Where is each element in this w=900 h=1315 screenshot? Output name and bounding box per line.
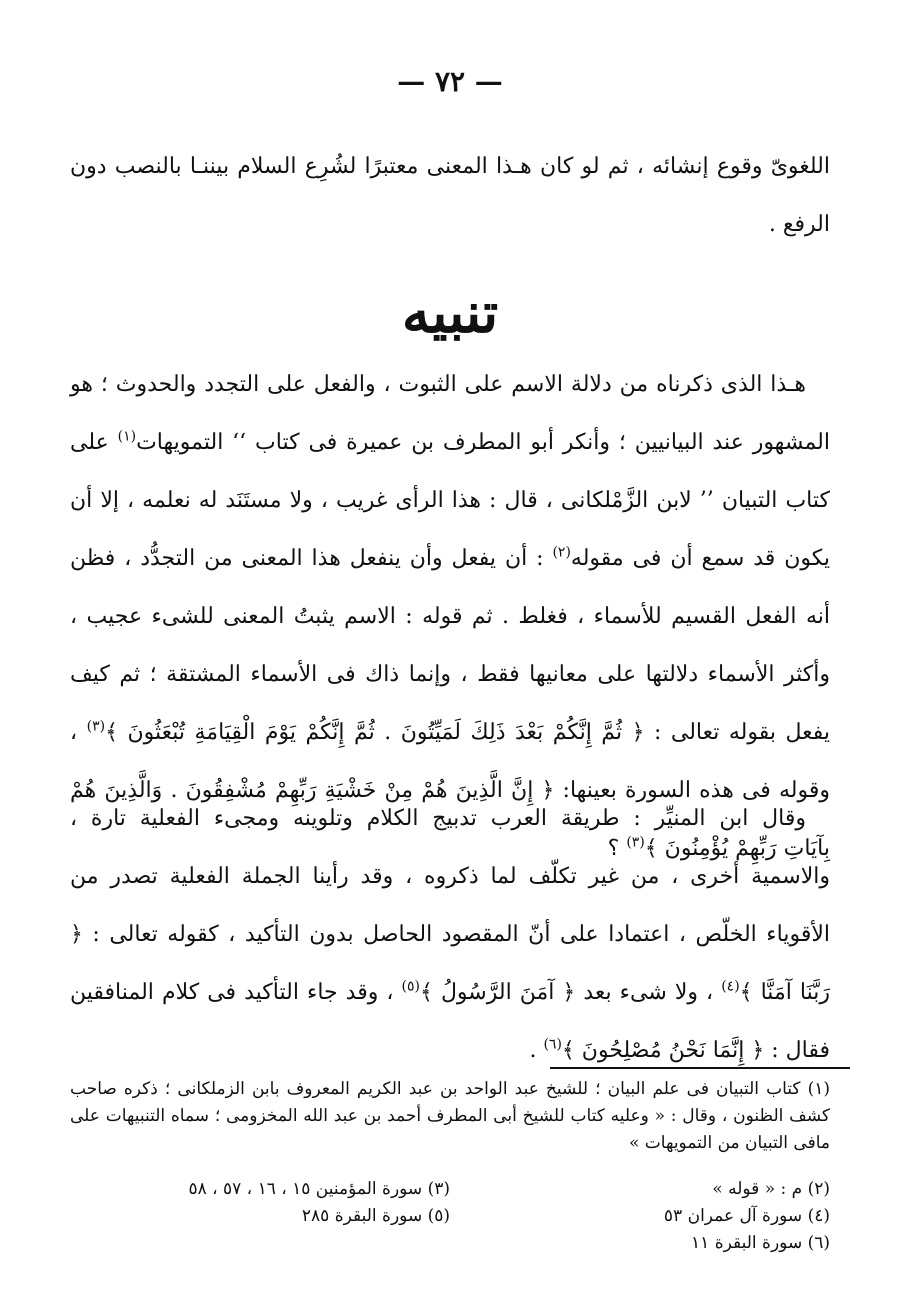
footnote-ref-1: (١) (117, 428, 137, 445)
footnote-4: (٤) سورة آل عمران ٥٣ (663, 1206, 830, 1226)
footnote-ref-6: (٦) (543, 1036, 562, 1053)
footnote-1: (١) كتاب التبيان فى علم البيان ؛ للشيخ عبد الواحد بن عبد الكريم المعروف بابن الزملكانى ؛ ذكره صاحب كشف الظنون ، وقال : « وعليه كتاب للشيخ أبى المطرف أحمد بن عبد الله المخزومى ؛ سماه التنبيهات على مافى التبيان من التمويهات » (70, 1079, 830, 1153)
footnote-5: (٥) سورة البقرة ٢٨٥ (301, 1206, 450, 1226)
paragraph-text: ، وقد جاء التأكيد فى كلام المنافقين فقال : ﴿ إِنَّمَا نَحْنُ مُصْلِحُونَ ﴾ (70, 980, 830, 1063)
paragraph-text: ، وقوله فى هذه السورة بعينها: ﴿ إِنَّ الَّذِينَ هُمْ مِنْ خَشْيَةِ رَبِّهِمْ مُشْفِقُونَ . وَالَّذِينَ هُمْ بِآيَاتِ رَبِّهِمْ يُؤْمِنُونَ ﴾ (70, 720, 830, 861)
footnote-ref-2: (٢) (552, 544, 571, 561)
footnote-ref-5: (٥) (401, 978, 421, 995)
footnote-6: (٦) سورة البقرة ١١ (691, 1233, 830, 1253)
paragraph-text: ؟ (607, 836, 620, 861)
paragraph-text: : أن يفعل وأن ينفعل هذا المعنى من التجدُّد ، فظن أنه الفعل القسيم للأسماء ، فغلط . ثم قوله : الاسم يثبتُ المعنى للشىء عجيب ، وأكثر الأسماء دلالتها على معانيها فقط ، وإنما ذاك فى الأسماء المشتقة ؛ ثم كيف يفعل بقوله تعالى : ﴿ ثُمَّ إِنَّكُمْ بَعْدَ ذَلِكَ لَمَيِّتُونَ . ثُمَّ إِنَّكُمْ يَوْمَ الْقِيَامَةِ تُبْعَثُونَ ﴾ (70, 546, 830, 745)
paragraph-text: على كتاب التبيان ’’ لابن الزَّمْلكانى ، قال : هذا الرأى غريب ، ولا مستَنَد له نعلمه ، إلا أن يكون قد سمع أن فى مقوله (70, 430, 830, 571)
footnote-3: (٣) سورة المؤمنين ١٥ ، ١٦ ، ٥٧ ، ٥٨ (188, 1179, 450, 1199)
footnote-ref-3b: (٣) (626, 834, 645, 851)
intro-paragraph: اللغوىّ وقوع إنشائه ، ثم لو كان هـذا المعنى معتبرًا لشُرِع السلام بيننـا بالنصب دون الرفع . (70, 154, 830, 237)
paragraph-text: وقال ابن المنيِّر : طريقة العرب تدبيج الكلام وتلوينه ومجىء الفعلية تارة ، والاسمية أخرى ، من غير تكلّف لما ذكروه ، وقد رأينا الجملة الفعلية تصدر من الأقوياء الخلّص ، اعتمادا على أنّ المقصود الحاصل بدون التأكيد ، كقوله تعالى : ﴿ رَبَّنَا آمَنَّا ﴾ (70, 806, 830, 1005)
paragraph-text: هـذا الذى ذكرناه من دلالة الاسم على الثبوت ، والفعل على التجدد والحدوث ؛ هو المشهور عند البيانيين ؛ وأنكر أبو المطرف بن عميرة فى كتاب ‘‘ التمويهات (70, 372, 830, 455)
page-number: — ٧٢ — (397, 65, 503, 98)
paragraph-text: ، ولا شىء بعد ﴿ آمَنَ الرَّسُولُ ﴾ (420, 980, 714, 1005)
footnote-divider (550, 1067, 850, 1069)
paragraph-text: . (529, 1038, 537, 1063)
footnote-2: (٢) م : « قوله » (712, 1179, 830, 1199)
footnote-ref-4: (٤) (721, 978, 740, 995)
tanbih-paragraph-2 (70, 790, 830, 1080)
footnotes-short (70, 1177, 830, 1256)
footnote-ref-3: (٣) (86, 718, 106, 735)
section-heading: تنبيه (401, 280, 499, 346)
